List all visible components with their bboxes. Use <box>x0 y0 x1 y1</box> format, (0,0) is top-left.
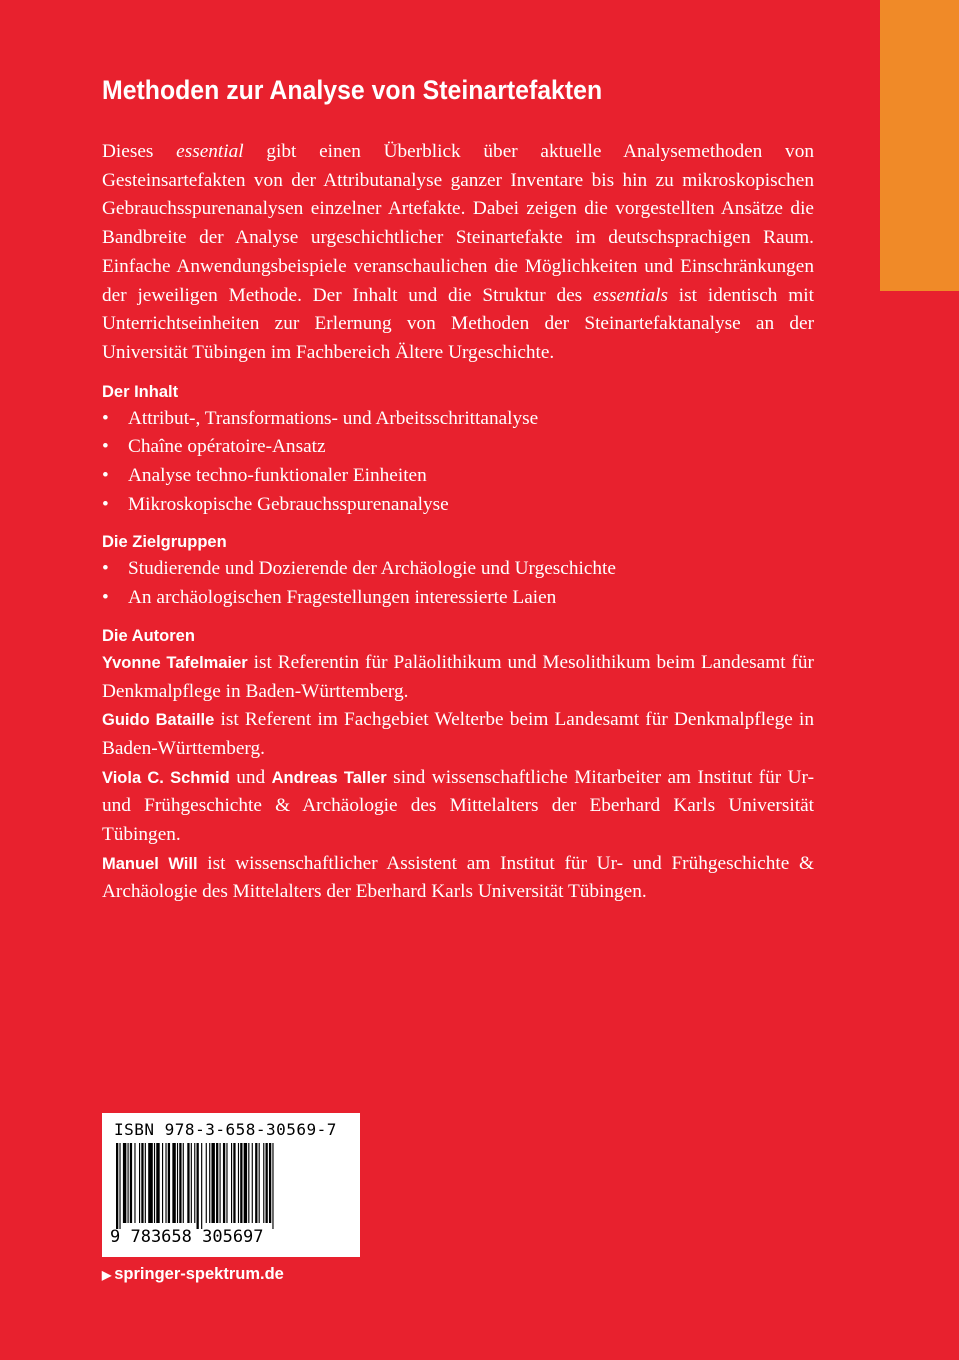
author-name: Manuel Will <box>102 854 198 873</box>
barcode-bar <box>197 1143 199 1229</box>
author-name: Yvonne Tafelmaier <box>102 653 248 672</box>
publisher-link-text: springer-spektrum.de <box>114 1265 284 1283</box>
isbn-label: ISBN 978-3-658-30569-7 <box>114 1120 337 1139</box>
barcode-bar <box>194 1143 195 1223</box>
bullet-icon: • <box>102 436 109 458</box>
barcode-bar <box>156 1143 159 1223</box>
barcode-bar <box>172 1143 175 1223</box>
barcode-bar <box>211 1143 214 1223</box>
author-bio-2 <box>102 706 814 763</box>
author-name: Viola C. Schmid <box>102 768 230 787</box>
barcode-bar <box>134 1143 135 1223</box>
barcode-bar <box>252 1143 253 1223</box>
bullet-icon: • <box>102 407 109 429</box>
zielgruppen-list <box>102 555 814 612</box>
publisher-link[interactable] <box>102 1265 284 1284</box>
barcode-bar <box>116 1143 118 1229</box>
barcode-bar <box>206 1143 207 1223</box>
list-item-text: Analyse techno-funktionaler Einheiten <box>128 465 427 487</box>
barcode-bar <box>263 1143 264 1223</box>
barcode-bar <box>209 1143 210 1223</box>
intro-emphasis-1: essential <box>176 141 244 162</box>
barcode-bar <box>154 1143 155 1223</box>
intro-text-2: gibt einen Überblick über aktuelle Analysemethoden von Gesteinsartefakten von der Attributanalyse ganzer Inventare bis hin zu mikroskopischen Gebrauchsspurenanalysen einzelner Artefakte. Dabei zeigen die vorgestellten Ansätze die Bandbreite der Analyse urgeschichtlicher Steinartefakte im deutschsprachigen Raum. Einfache Anwendungsbeispiele veranschaulichen die Möglichkeiten und Einschränkungen der jeweiligen Methode. Der Inhalt und die Struktur des <box>102 141 814 306</box>
barcode-bar <box>238 1143 239 1223</box>
barcode-bar <box>244 1143 247 1223</box>
orange-edge-tab <box>880 0 959 291</box>
barcode-bar <box>231 1143 232 1223</box>
barcode-bar <box>259 1143 260 1223</box>
barcode-bar <box>177 1143 178 1223</box>
barcode-bar <box>165 1143 166 1223</box>
barcode-bar <box>220 1143 221 1223</box>
list-item <box>102 584 814 613</box>
list-item <box>102 491 814 520</box>
author-bio-3 <box>102 764 814 850</box>
intro-text-1: Dieses <box>102 141 177 162</box>
list-item <box>102 405 814 434</box>
barcode-bar <box>148 1143 153 1223</box>
barcode-bar <box>128 1143 129 1223</box>
barcode-bar <box>187 1143 189 1223</box>
author-name: Andreas Taller <box>271 768 387 787</box>
barcode-icon <box>110 1143 354 1229</box>
list-item <box>102 555 814 584</box>
barcode-bar <box>240 1143 242 1223</box>
list-item-text: Attribut-, Transformations- und Arbeitsschrittanalyse <box>128 407 539 429</box>
author-name: Guido Bataille <box>102 711 215 730</box>
barcode-digits: 9 783658 305697 <box>110 1227 264 1247</box>
bullet-icon: • <box>102 465 109 487</box>
barcode-bar <box>272 1143 273 1229</box>
book-title: Methoden zur Analyse von Steinartefakten <box>102 75 603 105</box>
barcode-bar <box>141 1143 143 1223</box>
barcode-bar <box>226 1143 227 1223</box>
list-item <box>102 433 814 462</box>
section-heading-zielgruppen: Die Zielgruppen <box>102 533 227 552</box>
section-heading-inhalt: Der Inhalt <box>102 382 179 401</box>
barcode-bar <box>168 1143 170 1223</box>
barcode-bar <box>179 1143 181 1223</box>
barcode-bar <box>223 1143 225 1223</box>
barcode-bar <box>201 1143 202 1229</box>
author-bio-text: ist Referent im Fachgebiet Welterbe beim Landesamt für Denkmalpflege in Baden-Württemberg. <box>102 709 815 759</box>
barcode-bar <box>266 1143 268 1223</box>
barcode-bar <box>248 1143 249 1223</box>
list-item-text: Mikroskopische Gebrauchsspurenanalyse <box>128 493 449 515</box>
bullet-icon: • <box>102 587 109 609</box>
barcode-bar <box>145 1143 146 1223</box>
intro-text-3: ist identisch mit Unterrichtseinheiten zur Erlernung von Methoden der Steinartefaktanalyse an der Universität Tübingen im Fachbereich Ältere Urgeschichte. <box>102 284 814 363</box>
barcode-bar <box>255 1143 257 1223</box>
author-bio-text: sind wissenschaftliche Mitarbeiter am Institut für Ur- und Frühgeschichte & Archäologie des Mittelalters der Eberhard Karls Universität Tübingen. <box>102 766 815 846</box>
barcode-bar <box>139 1143 140 1223</box>
list-item-text: Chaîne opératoire-Ansatz <box>128 436 326 458</box>
author-bio-text: ist Referentin für Paläolithikum und Mesolithikum beim Landesamt für Denkmalpflege in Baden-Württemberg. <box>102 651 814 702</box>
bullet-icon: • <box>102 558 109 580</box>
barcode-bar <box>183 1143 184 1223</box>
intro-paragraph <box>102 138 814 368</box>
author-bio-1 <box>102 649 814 706</box>
barcode-bar <box>191 1143 192 1223</box>
section-heading-autoren: Die Autoren <box>102 626 195 645</box>
author-bio-text: ist wissenschaftlicher Assistent am Institut für Ur- und Frühgeschichte & Archäologie des Mittelalters der Eberhard Karls Universität Tübingen. <box>102 852 814 903</box>
isbn-barcode-box <box>102 1113 360 1257</box>
barcode-bar <box>162 1143 163 1223</box>
barcode-bar <box>123 1143 126 1223</box>
list-item-text: An archäologischen Fragestellungen interessierte Laien <box>128 587 557 609</box>
intro-emphasis-2: essentials <box>592 284 668 306</box>
list-item-text: Studierende und Dozierende der Archäologie und Urgeschichte <box>128 558 616 580</box>
barcode-bar <box>216 1143 218 1223</box>
barcode-bar <box>233 1143 235 1223</box>
inhalt-list <box>102 405 814 520</box>
arrow-right-icon: ▶ <box>102 1268 112 1282</box>
list-item <box>102 462 814 491</box>
author-bio-4 <box>102 850 814 907</box>
barcode-bar <box>269 1143 271 1223</box>
barcode-bar <box>130 1143 132 1223</box>
bullet-icon: • <box>102 493 109 515</box>
barcode-bar <box>119 1143 120 1229</box>
back-cover-content <box>102 72 814 907</box>
author-conjunction: und <box>229 766 272 788</box>
